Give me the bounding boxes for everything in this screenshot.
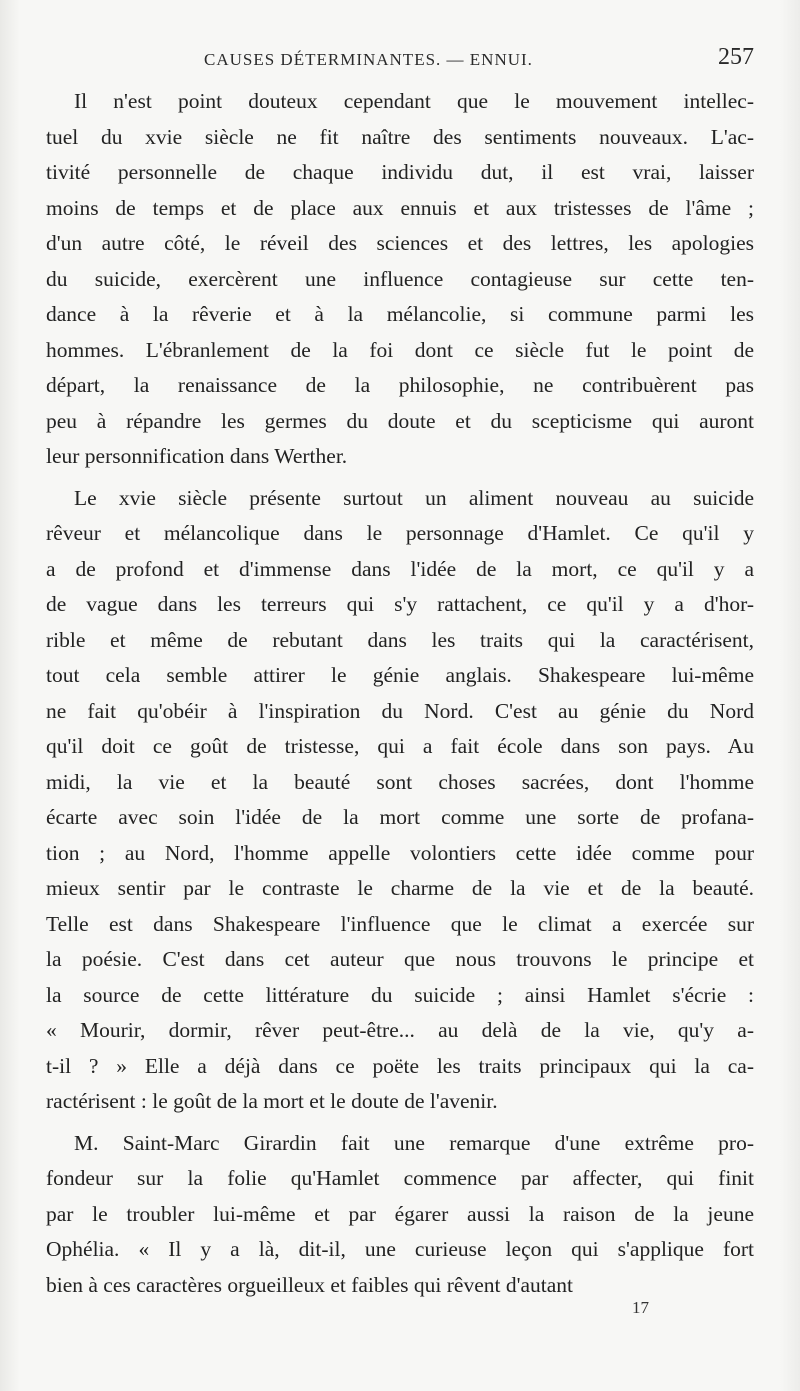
text-line: Ophélia. « Il y a là, dit-il, une curieuse leçon qui s'applique fort [46,1237,754,1261]
text-line: Telle est dans Shakespeare l'influence que le climat a exercée sur [46,911,754,936]
text-line: M. Saint-Marc Girardin fait une remarque d'une extrême pro- [74,1130,754,1155]
body-text [46,84,754,1303]
text-line: par le troubler lui-même et par égarer aussi la raison de la jeune [46,1201,754,1226]
text-line: d'un autre côté, le réveil des sciences et des lettres, les apologies [46,231,754,255]
text-line: départ, la renaissance de la philosophie, ne contribuèrent pas [46,373,754,397]
signature-mark: 17 [632,1298,649,1317]
text-line: a de profond et d'immense dans l'idée de la mort, ce qu'il y a [46,556,754,581]
text-line: ractérisent : le goût de la mort et le doute de l'avenir. [46,1089,498,1113]
paragraph [46,481,754,1120]
text-line: la source de cette littérature du suicide ; ainsi Hamlet s'écrie : [46,982,754,1007]
text-line: tion ; au Nord, l'homme appelle volontiers cette idée comme pour [46,840,754,865]
text-line: peu à répandre les germes du doute et du scepticisme qui auront [46,408,754,433]
text-line: t-il ? » Elle a déjà dans ce poëte les traits principaux qui la ca- [46,1053,754,1078]
text-line: dance à la rêverie et à la mélancolie, si commune parmi les [46,302,754,326]
text-line: Le xvie siècle présente surtout un aliment nouveau au suicide [74,485,754,510]
text-line: bien à ces caractères orgueilleux et faibles qui rêvent d'autant [46,1272,574,1297]
text-line: Il n'est point douteux cependant que le mouvement intellec- [74,89,754,113]
text-line: leur personnification dans Werther. [46,444,348,468]
running-head [46,44,754,74]
text-line: ne fait qu'obéir à l'inspiration du Nord. C'est au génie du Nord [46,698,754,723]
text-line: « Mourir, dormir, rêver peut-être... au delà de la vie, qu'y a- [46,1018,754,1042]
text-line: hommes. L'ébranlement de la foi dont ce siècle fut le point de [46,337,754,362]
text-line: moins de temps et de place aux ennuis et aux tristesses de l'âme ; [46,195,754,220]
text-line: tout cela semble attirer le génie anglais. Shakespeare lui-même [46,663,754,687]
text-line: rible et même de rebutant dans les traits qui la caractérisent, [46,627,754,652]
text-line: tivité personnelle de chaque individu dut, il est vrai, laisser [46,160,754,184]
text-line: la poésie. C'est dans cet auteur que nous trouvons le principe et [46,947,754,971]
text-line: fondeur sur la folie qu'Hamlet commence par affecter, qui finit [46,1166,754,1190]
running-head-title: CAUSES DÉTERMINANTES. — ENNUI. [204,50,533,69]
text-line: écarte avec soin l'idée de la mort comme une sorte de profana- [46,805,754,829]
text-line: qu'il doit ce goût de tristesse, qui a fait école dans son pays. Au [46,734,754,758]
text-line: tuel du xvie siècle ne fit naître des sentiments nouveaux. L'ac- [46,124,754,149]
text-line: de vague dans les terreurs qui s'y rattachent, ce qu'il y a d'hor- [46,592,754,616]
paragraph [46,1126,754,1304]
page-number: 257 [718,44,754,70]
text-line: mieux sentir par le contraste le charme de la vie et de la beauté. [46,876,754,900]
text-line: du suicide, exercèrent une influence contagieuse sur cette ten- [46,266,754,291]
text-line: rêveur et mélancolique dans le personnage d'Hamlet. Ce qu'il y [46,521,754,545]
text-line: midi, la vie et la beauté sont choses sacrées, dont l'homme [46,769,754,794]
paragraph [46,84,754,475]
